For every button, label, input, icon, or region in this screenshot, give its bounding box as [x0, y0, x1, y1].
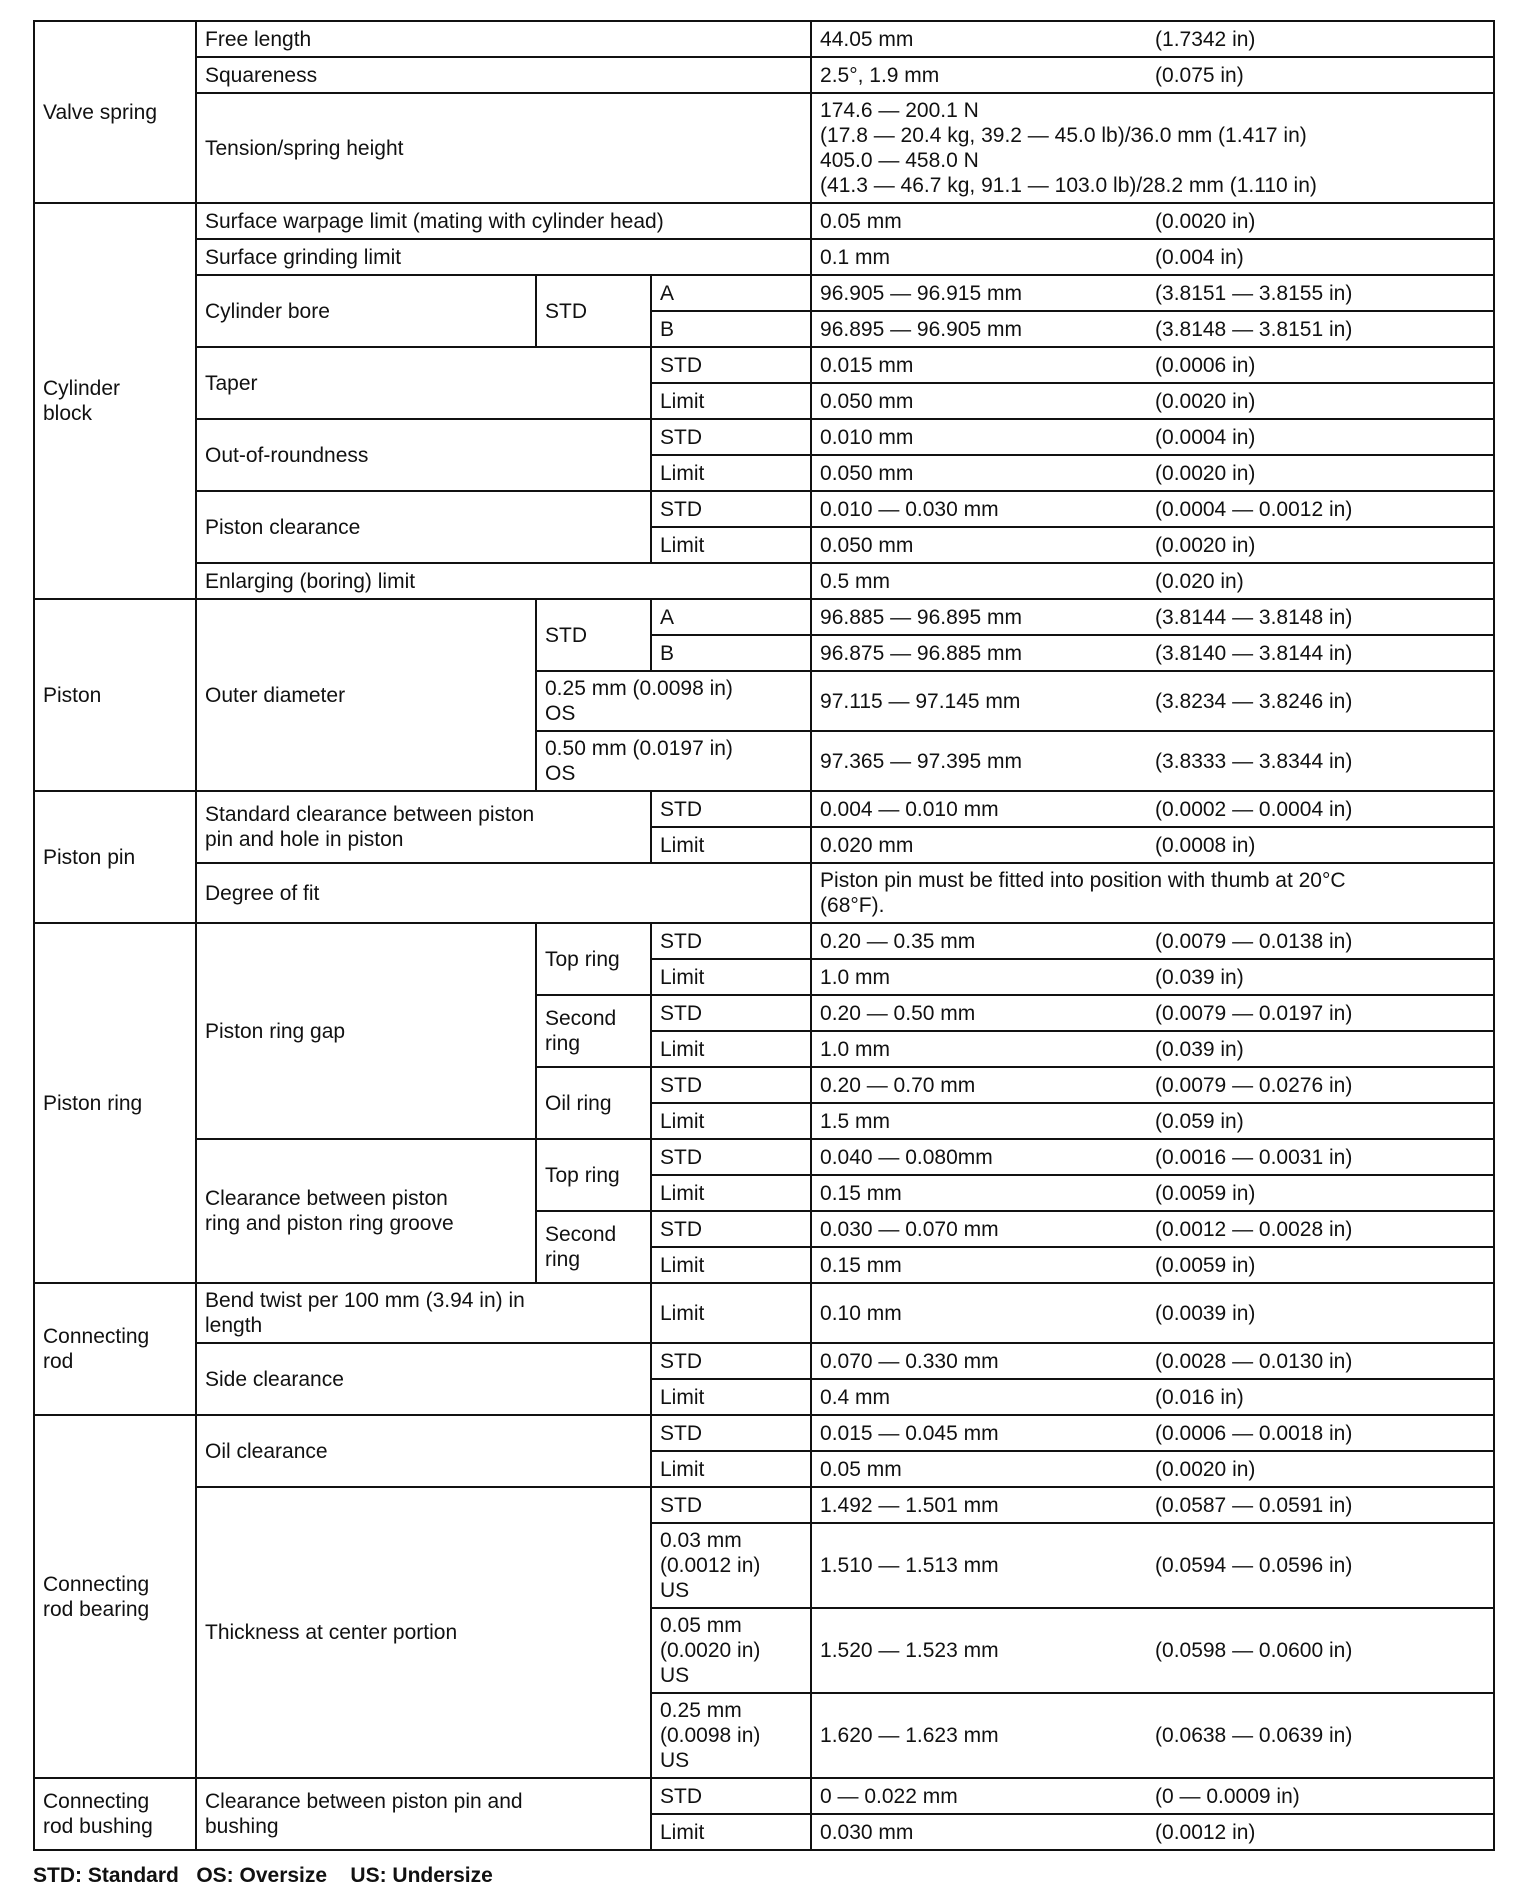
grade-label: B — [651, 635, 811, 671]
item-label: Clearance between piston pin and bushing — [196, 1778, 651, 1850]
spec-row — [34, 923, 1494, 959]
item-label: Taper — [196, 347, 651, 419]
item-label: Clearance between piston ring and piston ring groove — [196, 1139, 536, 1283]
item-label: Outer diameter — [196, 599, 536, 791]
grade-label: Limit — [651, 1031, 811, 1067]
spec-table-body — [34, 21, 1494, 1850]
imperial-value: (0.0059 in) — [1151, 1175, 1494, 1211]
sub-label: Second ring — [536, 1211, 651, 1283]
spec-table-container — [33, 20, 1493, 1851]
sub-label: STD — [536, 275, 651, 347]
item-label: Squareness — [196, 57, 811, 93]
metric-value: 0.050 mm — [811, 383, 1151, 419]
imperial-value: (0.0006 in) — [1151, 347, 1494, 383]
imperial-value: (0.0598 — 0.0600 in) — [1151, 1608, 1494, 1693]
grade-label: Limit — [651, 1283, 811, 1343]
imperial-value: (0.0020 in) — [1151, 383, 1494, 419]
grade-label: Limit — [651, 1175, 811, 1211]
metric-value: 1.520 — 1.523 mm — [811, 1608, 1151, 1693]
metric-value: 0.010 — 0.030 mm — [811, 491, 1151, 527]
imperial-value: (0.0028 — 0.0130 in) — [1151, 1343, 1494, 1379]
specification-table — [33, 20, 1495, 1851]
metric-value: 96.895 — 96.905 mm — [811, 311, 1151, 347]
item-label: Oil clearance — [196, 1415, 651, 1487]
metric-value: 97.365 — 97.395 mm — [811, 731, 1151, 791]
spec-row — [34, 203, 1494, 239]
spec-row — [34, 1415, 1494, 1451]
metric-value: 0.015 mm — [811, 347, 1151, 383]
imperial-value: (0.0587 — 0.0591 in) — [1151, 1487, 1494, 1523]
grade-label: Limit — [651, 1247, 811, 1283]
imperial-value: (0.0079 — 0.0276 in) — [1151, 1067, 1494, 1103]
metric-value: 1.492 — 1.501 mm — [811, 1487, 1151, 1523]
item-label: Thickness at center portion — [196, 1487, 651, 1778]
item-label: Surface grinding limit — [196, 239, 811, 275]
item-label: Piston ring gap — [196, 923, 536, 1139]
imperial-value: (0.0020 in) — [1151, 527, 1494, 563]
metric-value: 0.20 — 0.50 mm — [811, 995, 1151, 1031]
metric-value: 0.030 — 0.070 mm — [811, 1211, 1151, 1247]
group-label: Piston — [34, 599, 196, 791]
metric-value: 96.905 — 96.915 mm — [811, 275, 1151, 311]
metric-value: 0.20 — 0.70 mm — [811, 1067, 1151, 1103]
imperial-value: (0.0079 — 0.0197 in) — [1151, 995, 1494, 1031]
spec-row — [34, 599, 1494, 635]
imperial-value: (0.020 in) — [1151, 563, 1494, 599]
spec-row — [34, 491, 1494, 527]
grade-label: STD — [651, 491, 811, 527]
grade-label: Limit — [651, 527, 811, 563]
metric-value: 1.510 — 1.513 mm — [811, 1523, 1151, 1608]
grade-label: A — [651, 599, 811, 635]
spec-row — [34, 1283, 1494, 1343]
group-label: Connecting rod — [34, 1283, 196, 1415]
grade-label: STD — [651, 923, 811, 959]
imperial-value: (3.8333 — 3.8344 in) — [1151, 731, 1494, 791]
metric-value: 0.015 — 0.045 mm — [811, 1415, 1151, 1451]
imperial-value: (0.0006 — 0.0018 in) — [1151, 1415, 1494, 1451]
item-label: Out-of-roundness — [196, 419, 651, 491]
sub-label: Oil ring — [536, 1067, 651, 1139]
metric-value: 0.05 mm — [811, 1451, 1151, 1487]
grade-label: STD — [651, 1415, 811, 1451]
grade-label: Limit — [651, 455, 811, 491]
grade-label: STD — [651, 1778, 811, 1814]
imperial-value: (0.0012 in) — [1151, 1814, 1494, 1850]
imperial-value: (3.8140 — 3.8144 in) — [1151, 635, 1494, 671]
imperial-value: (0.0059 in) — [1151, 1247, 1494, 1283]
spec-row — [34, 347, 1494, 383]
grade-label: 0.05 mm (0.0020 in) US — [651, 1608, 811, 1693]
imperial-value: (0.0004 in) — [1151, 419, 1494, 455]
grade-label: STD — [651, 1343, 811, 1379]
imperial-value: (0.039 in) — [1151, 1031, 1494, 1067]
sub-label: Top ring — [536, 1139, 651, 1211]
metric-value: 0.030 mm — [811, 1814, 1151, 1850]
item-label: Side clearance — [196, 1343, 651, 1415]
grade-label: STD — [651, 347, 811, 383]
metric-value: 0 — 0.022 mm — [811, 1778, 1151, 1814]
grade-label: STD — [651, 1139, 811, 1175]
grade-label: STD — [651, 1211, 811, 1247]
spec-row — [34, 21, 1494, 57]
metric-value: 0.15 mm — [811, 1247, 1151, 1283]
sub-label: Second ring — [536, 995, 651, 1067]
item-label: Standard clearance between piston pin and hole in piston — [196, 791, 651, 863]
imperial-value: (0.039 in) — [1151, 959, 1494, 995]
item-label: Bend twist per 100 mm (3.94 in) in length — [196, 1283, 651, 1343]
imperial-value: (0.016 in) — [1151, 1379, 1494, 1415]
metric-value: 0.050 mm — [811, 455, 1151, 491]
group-label: Valve spring — [34, 21, 196, 203]
grade-label: STD — [651, 1487, 811, 1523]
imperial-value: (0.0020 in) — [1151, 203, 1494, 239]
imperial-value: (0.059 in) — [1151, 1103, 1494, 1139]
spec-value: 174.6 — 200.1 N (17.8 — 20.4 kg, 39.2 — 45.0 lb)/36.0 mm (1.417 in) 405.0 — 458.0 N (41.3 — 46.7 kg, 91.1 — 103.0 lb)/28.2 mm (1.110 in) — [811, 93, 1494, 203]
group-label: Cylinder block — [34, 203, 196, 599]
item-label: Degree of fit — [196, 863, 811, 923]
metric-value: 2.5°, 1.9 mm — [811, 57, 1151, 93]
grade-label: Limit — [651, 959, 811, 995]
grade-label: STD — [651, 995, 811, 1031]
sub-label: Top ring — [536, 923, 651, 995]
grade-label: Limit — [651, 827, 811, 863]
item-label: Enlarging (boring) limit — [196, 563, 811, 599]
metric-value: 0.15 mm — [811, 1175, 1151, 1211]
imperial-value: (3.8234 — 3.8246 in) — [1151, 671, 1494, 731]
metric-value: 0.004 — 0.010 mm — [811, 791, 1151, 827]
metric-value: 0.20 — 0.35 mm — [811, 923, 1151, 959]
imperial-value: (0.0008 in) — [1151, 827, 1494, 863]
spec-row — [34, 563, 1494, 599]
abbreviation-legend: STD: Standard OS: Oversize US: Undersize — [33, 1864, 493, 1887]
metric-value: 0.4 mm — [811, 1379, 1151, 1415]
spec-row — [34, 1343, 1494, 1379]
imperial-value: (0.0002 — 0.0004 in) — [1151, 791, 1494, 827]
metric-value: 0.050 mm — [811, 527, 1151, 563]
sub-label: STD — [536, 599, 651, 671]
metric-value: 0.040 — 0.080mm — [811, 1139, 1151, 1175]
imperial-value: (3.8148 — 3.8151 in) — [1151, 311, 1494, 347]
grade-label: B — [651, 311, 811, 347]
imperial-value: (0.0638 — 0.0639 in) — [1151, 1693, 1494, 1778]
grade-label: STD — [651, 419, 811, 455]
item-label: Cylinder bore — [196, 275, 536, 347]
spec-row — [34, 791, 1494, 827]
metric-value: 1.5 mm — [811, 1103, 1151, 1139]
imperial-value: (0.0079 — 0.0138 in) — [1151, 923, 1494, 959]
group-label: Piston pin — [34, 791, 196, 923]
imperial-value: (1.7342 in) — [1151, 21, 1494, 57]
metric-value: 0.10 mm — [811, 1283, 1151, 1343]
grade-label: Limit — [651, 1379, 811, 1415]
imperial-value: (0 — 0.0009 in) — [1151, 1778, 1494, 1814]
spec-row — [34, 1139, 1494, 1175]
grade-label: Limit — [651, 1103, 811, 1139]
metric-value: 0.010 mm — [811, 419, 1151, 455]
imperial-value: (3.8151 — 3.8155 in) — [1151, 275, 1494, 311]
imperial-value: (3.8144 — 3.8148 in) — [1151, 599, 1494, 635]
grade-label: STD — [651, 1067, 811, 1103]
spec-row — [34, 57, 1494, 93]
metric-value: 96.885 — 96.895 mm — [811, 599, 1151, 635]
spec-row — [34, 93, 1494, 203]
group-label: Connecting rod bearing — [34, 1415, 196, 1778]
imperial-value: (0.075 in) — [1151, 57, 1494, 93]
grade-label: A — [651, 275, 811, 311]
imperial-value: (0.0039 in) — [1151, 1283, 1494, 1343]
metric-value: 1.0 mm — [811, 959, 1151, 995]
spec-row — [34, 1778, 1494, 1814]
item-label: Tension/spring height — [196, 93, 811, 203]
imperial-value: (0.004 in) — [1151, 239, 1494, 275]
spec-row — [34, 419, 1494, 455]
spec-value: Piston pin must be fitted into position with thumb at 20°C (68°F). — [811, 863, 1494, 923]
metric-value: 0.070 — 0.330 mm — [811, 1343, 1151, 1379]
item-label: Surface warpage limit (mating with cylinder head) — [196, 203, 811, 239]
sub-label: 0.25 mm (0.0098 in) OS — [536, 671, 811, 731]
grade-label: 0.03 mm (0.0012 in) US — [651, 1523, 811, 1608]
grade-label: Limit — [651, 383, 811, 419]
imperial-value: (0.0012 — 0.0028 in) — [1151, 1211, 1494, 1247]
sub-label: 0.50 mm (0.0197 in) OS — [536, 731, 811, 791]
imperial-value: (0.0594 — 0.0596 in) — [1151, 1523, 1494, 1608]
metric-value: 1.0 mm — [811, 1031, 1151, 1067]
grade-label: Limit — [651, 1814, 811, 1850]
imperial-value: (0.0016 — 0.0031 in) — [1151, 1139, 1494, 1175]
spec-row — [34, 863, 1494, 923]
grade-label: 0.25 mm (0.0098 in) US — [651, 1693, 811, 1778]
metric-value: 0.05 mm — [811, 203, 1151, 239]
metric-value: 96.875 — 96.885 mm — [811, 635, 1151, 671]
group-label: Connecting rod bushing — [34, 1778, 196, 1850]
item-label: Free length — [196, 21, 811, 57]
metric-value: 1.620 — 1.623 mm — [811, 1693, 1151, 1778]
imperial-value: (0.0020 in) — [1151, 455, 1494, 491]
spec-row — [34, 275, 1494, 311]
imperial-value: (0.0004 — 0.0012 in) — [1151, 491, 1494, 527]
metric-value: 97.115 — 97.145 mm — [811, 671, 1151, 731]
grade-label: Limit — [651, 1451, 811, 1487]
group-label: Piston ring — [34, 923, 196, 1283]
imperial-value: (0.0020 in) — [1151, 1451, 1494, 1487]
metric-value: 0.1 mm — [811, 239, 1151, 275]
metric-value: 44.05 mm — [811, 21, 1151, 57]
spec-row — [34, 1487, 1494, 1523]
grade-label: STD — [651, 791, 811, 827]
metric-value: 0.020 mm — [811, 827, 1151, 863]
spec-row — [34, 239, 1494, 275]
metric-value: 0.5 mm — [811, 563, 1151, 599]
item-label: Piston clearance — [196, 491, 651, 563]
